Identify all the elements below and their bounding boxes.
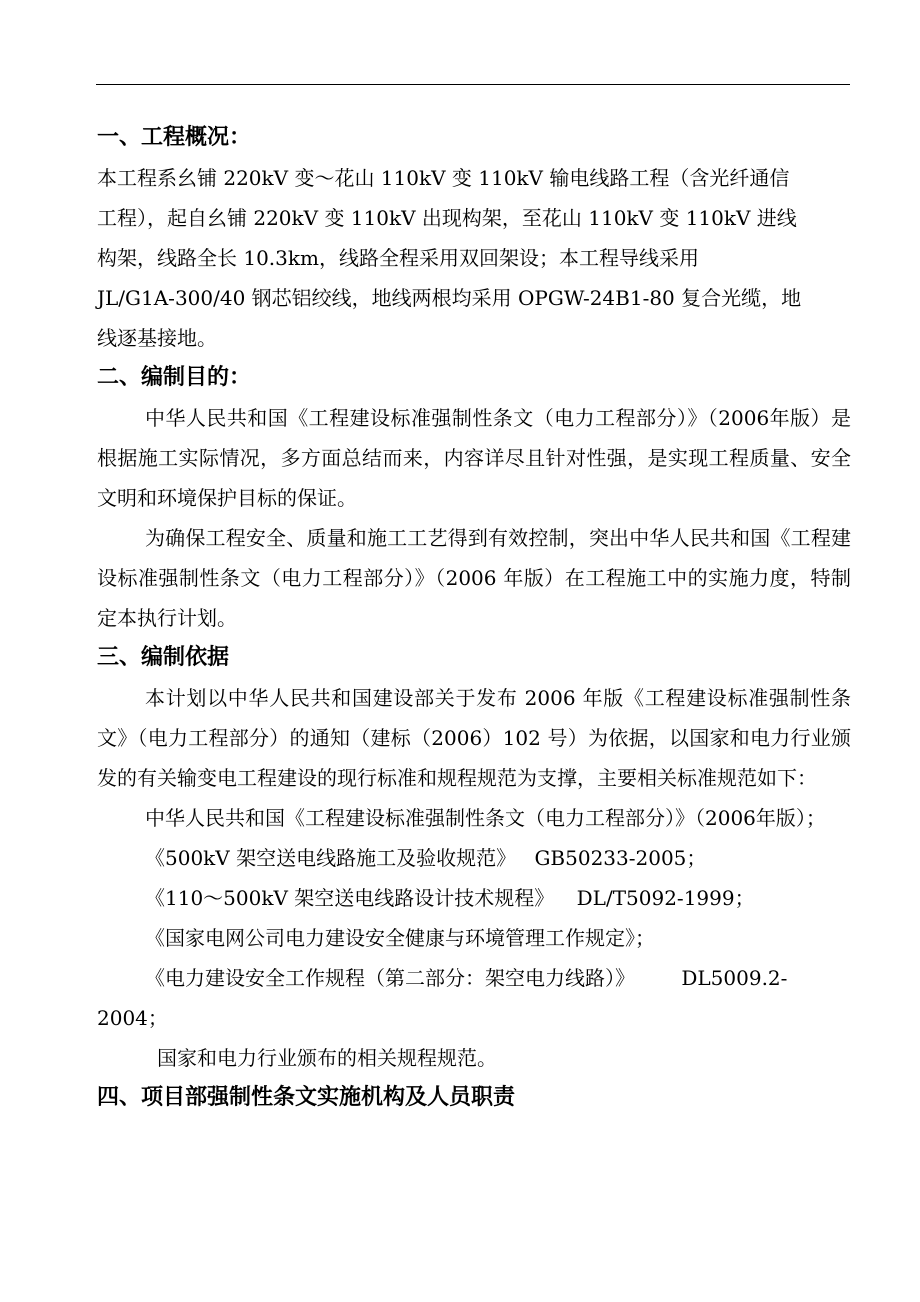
section1-line: 线逐基接地。	[97, 326, 217, 350]
standard-item	[97, 838, 851, 878]
section2-paragraph: 为确保工程安全、质量和施工工艺得到有效控制，突出中华人民共和国《工程建设标准强制性条文（电力工程部分）》（2006 年版）在工程施工中的实施力度，特制定本执行计划。	[97, 526, 851, 630]
standard-item: 中华人民共和国《工程建设标准强制性条文（电力工程部分）》（2006年版）；	[145, 806, 826, 830]
standard-code: DL5009.2-	[681, 966, 788, 990]
standard-item	[97, 958, 851, 998]
standard-code: DL/T5092-1999；	[576, 886, 755, 910]
document-body	[97, 118, 851, 1118]
standard-code: GB50233-2005；	[534, 846, 707, 870]
section3-intro: 本计划以中华人民共和国建设部关于发布 2006 年版《工程建设标准强制性条文》（电力工程部分）的通知（建标（2006）102 号）为依据，以国家和电力行业颁发的有关输变电工程建设的现行标准和规程规范为支撑，主要相关标准规范如下：	[97, 686, 851, 790]
standard-item-continued: 2004；	[97, 1006, 168, 1030]
section1-line: 构架，线路全长 10.3km，线路全程采用双回架设；本工程导线采用	[97, 246, 699, 270]
section2-heading: 二、编制目的：	[97, 365, 252, 390]
standard-title: 《500kV 架空送电线路施工及验收规范》	[145, 846, 517, 870]
standard-title: 《电力建设安全工作规程（第二部分：架空电力线路）》	[145, 966, 635, 990]
standard-title: 《110～500kV 架空送电线路设计技术规程》	[145, 886, 555, 910]
standard-item	[97, 878, 851, 918]
section1-line: 本工程系幺铺 220kV 变～花山 110kV 变 110kV 输电线路工程（含光纤通信	[97, 166, 790, 190]
section2-paragraph: 中华人民共和国《工程建设标准强制性条文（电力工程部分）》（2006年版）是根据施工实际情况，多方面总结而来，内容详尽且针对性强，是实现工程质量、安全文明和环境保护目标的保证。	[97, 406, 851, 510]
section4-heading: 四、项目部强制性条文实施机构及人员职责	[97, 1085, 516, 1110]
section3-heading: 三、编制依据	[97, 645, 230, 670]
standard-item: 《国家电网公司电力建设安全健康与环境管理工作规定》；	[145, 926, 655, 950]
section1-line: JL/G1A-300/40 钢芯铝绞线，地线两根均采用 OPGW-24B1-80 复合光缆，地	[97, 286, 802, 310]
standard-item: 国家和电力行业颁布的相关规程规范。	[157, 1046, 497, 1070]
section1-heading: 一、工程概况：	[97, 125, 252, 150]
section1-line: 工程），起自幺铺 220kV 变 110kV 出现构架，至花山 110kV 变 110kV 进线	[97, 206, 797, 230]
header-rule	[96, 84, 850, 85]
